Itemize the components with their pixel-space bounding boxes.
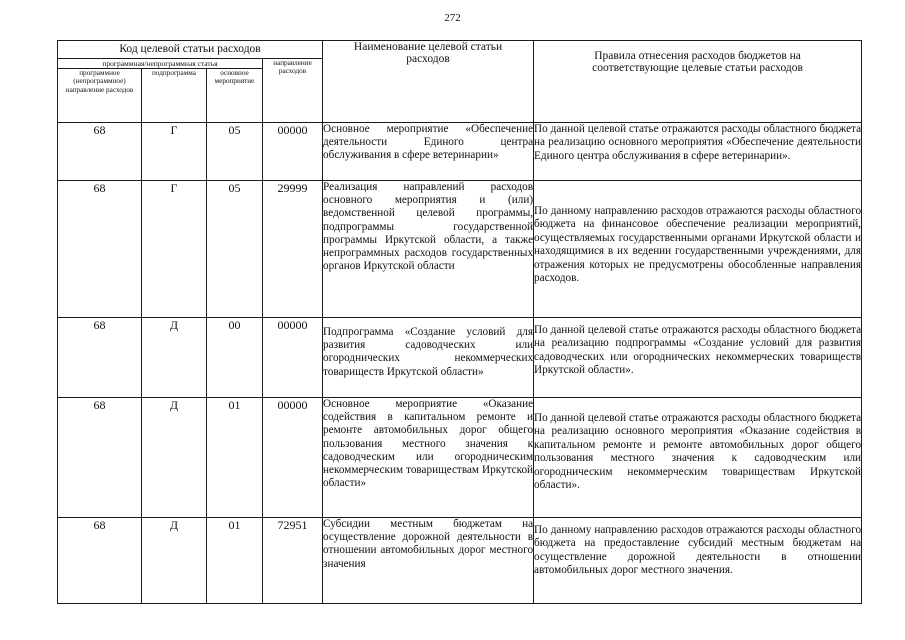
activity-code: 01 — [207, 518, 263, 604]
direction-code: 00000 — [263, 398, 323, 518]
direction-code: 00000 — [263, 318, 323, 398]
main-activity-column-header: основное мероприятие — [207, 69, 263, 123]
activity-code: 01 — [207, 398, 263, 518]
subprogram-code: Г — [142, 123, 207, 181]
page-number: 272 — [444, 12, 461, 24]
table-row — [58, 181, 862, 318]
direction-column-header: направление расходов — [263, 59, 323, 123]
attribution-rule: По данному направлению расходов отражаются расходы областного бюджета на предоставление субсидий местным бюджетам на осуществление дорожной деятельности в отношении автомобильных дорог местного значения. — [534, 518, 862, 604]
program-code: 68 — [58, 123, 142, 181]
header-row-1 — [58, 41, 862, 59]
table-row — [58, 398, 862, 518]
subprogram-column-header: подпрограмма — [142, 69, 207, 123]
target-item-name: Субсидии местным бюджетам на осуществление дорожной деятельности в отношении автомобильных дорог местного значения — [323, 518, 534, 604]
target-item-name: Основное мероприятие «Обеспечение деятельности Единого центра обслуживания в сфере ветеринарии» — [323, 123, 534, 181]
subprogram-code: Д — [142, 518, 207, 604]
program-group-header: программная/непрограммная статья — [58, 59, 263, 69]
attribution-rule: По данному направлению расходов отражаются расходы областного бюджета на финансовое обеспечение реализации мероприятий, осуществляемых государственными органами Иркутской области и находящимися в их ведении государственными учреждениями, для отражения которых не предусмотрены обособленные направления расходов. — [534, 181, 862, 318]
attribution-rule: По данной целевой статье отражаются расходы областного бюджета на реализацию основного мероприятия «Оказание содействия в капитальном ремонте и ремонте автомобильных дорог общего пользования местного значения к садоводческим или огородническим некоммерческим товариществам Иркутской области». — [534, 398, 862, 518]
subprogram-code: Д — [142, 318, 207, 398]
program-code: 68 — [58, 318, 142, 398]
activity-code: 00 — [207, 318, 263, 398]
target-item-name: Основное мероприятие «Оказание содействия в капитальном ремонте и ремонте автомобильных дорог общего пользования местного значения к садоводческим или огородническим некоммерческим товариществам Иркутской области» — [323, 398, 534, 518]
rules-column-header: Правила отнесения расходов бюджетов на соответствующие целевые статьи расходов — [534, 41, 862, 123]
program-code: 68 — [58, 518, 142, 604]
name-column-header: Наименование целевой статьи расходов — [323, 41, 534, 123]
target-item-name: Подпрограмма «Создание условий для развития садоводческих или огороднических некоммерческих товариществ Иркутской области» — [323, 318, 534, 398]
program-code: 68 — [58, 398, 142, 518]
table-row — [58, 318, 862, 398]
table-row — [58, 123, 862, 181]
direction-code: 72951 — [263, 518, 323, 604]
program-column-header: программное (непрограммное) направление расходов — [58, 69, 142, 123]
attribution-rule: По данной целевой статье отражаются расходы областного бюджета на реализацию основного мероприятия «Обеспечение деятельности Единого центра обслуживания в сфере ветеринарии». — [534, 123, 862, 181]
code-title-header: Код целевой статьи расходов — [58, 41, 323, 59]
activity-code: 05 — [207, 181, 263, 318]
direction-code: 29999 — [263, 181, 323, 318]
program-code: 68 — [58, 181, 142, 318]
target-expense-table — [57, 40, 862, 604]
subprogram-code: Д — [142, 398, 207, 518]
table-row — [58, 518, 862, 604]
attribution-rule: По данной целевой статье отражаются расходы областного бюджета на реализацию подпрограммы «Создание условий для развития садоводческих или огороднических некоммерческих товариществ Иркутской области». — [534, 318, 862, 398]
activity-code: 05 — [207, 123, 263, 181]
direction-code: 00000 — [263, 123, 323, 181]
target-item-name: Реализация направлений расходов основного мероприятия и (или) ведомственной целевой программы, подпрограммы государственной программы Иркутской области, а также непрограммных расходов государственных органов Иркутской области — [323, 181, 534, 318]
subprogram-code: Г — [142, 181, 207, 318]
